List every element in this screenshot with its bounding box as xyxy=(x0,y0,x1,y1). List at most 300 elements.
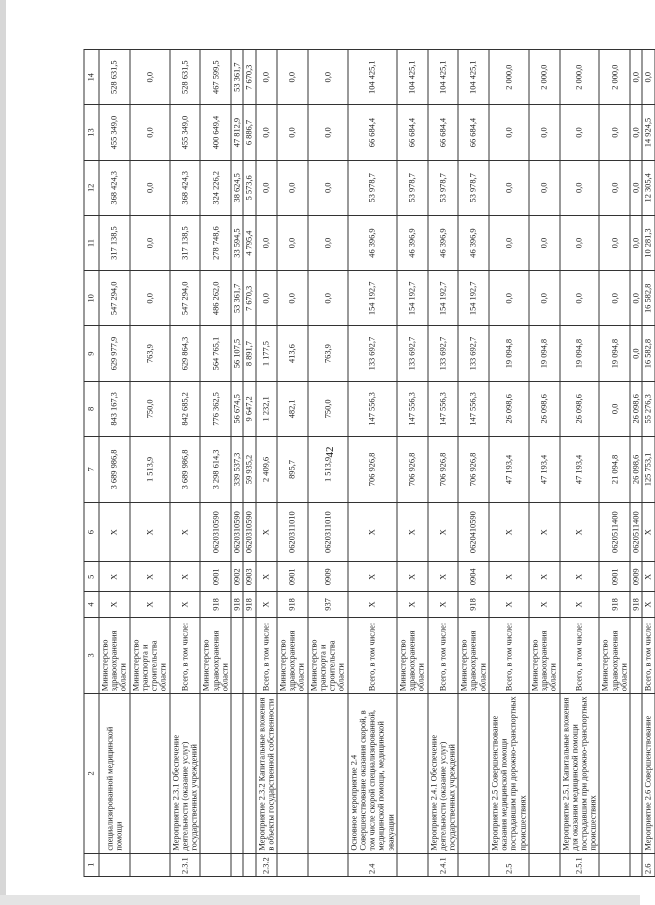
executor: Всего, в том числе: xyxy=(170,617,201,694)
section-code: 0901 xyxy=(277,562,308,592)
year-2018-value: 368 424,3 xyxy=(99,160,130,215)
item-number: 2.3.2 xyxy=(256,853,277,876)
column-number: 13 xyxy=(84,105,99,160)
total-value: 47 193,4 xyxy=(489,437,529,503)
measure-name: Мероприятие 2.3.2 Капитальные вложения в объекты государственной собственности xyxy=(256,694,277,853)
column-number: 3 xyxy=(84,617,99,694)
executor: Министерство здравоохранения области xyxy=(99,617,130,694)
measure-name xyxy=(630,694,642,853)
column-number: 6 xyxy=(84,502,99,562)
year-2018-value: 0,0 xyxy=(277,160,308,215)
ministry-code: Х xyxy=(642,592,654,618)
target-article-code: 0620311010 xyxy=(277,502,308,562)
year-2016-value: 154 192,7 xyxy=(397,271,428,326)
year-2014-value: 750,0 xyxy=(308,381,348,436)
year-2020-value: 0,0 xyxy=(308,50,348,105)
section-code: Х xyxy=(256,562,277,592)
table-row xyxy=(231,50,243,877)
year-2020-value: 2 000,0 xyxy=(489,50,529,105)
year-2020-value: 528 631,5 xyxy=(99,50,130,105)
year-2020-value: 0,0 xyxy=(630,50,642,105)
total-value: 339 537,3 xyxy=(231,437,243,503)
year-2017-value: 46 396,9 xyxy=(397,215,428,270)
year-2020-value: 104 425,1 xyxy=(428,50,459,105)
year-2016-value: 0,0 xyxy=(308,271,348,326)
year-2014-value: 482,1 xyxy=(277,381,308,436)
measure-name xyxy=(231,694,243,853)
year-2019-value: 455 349,0 xyxy=(170,105,201,160)
total-value: 706 926,8 xyxy=(397,437,428,503)
executor xyxy=(630,617,642,694)
ministry-code: 918 xyxy=(599,592,630,618)
target-article-code: 0620311010 xyxy=(308,502,348,562)
item-number xyxy=(308,853,348,876)
table-row xyxy=(99,50,130,877)
year-2016-value: 547 294,0 xyxy=(170,271,201,326)
target-article-code: 0620410590 xyxy=(458,502,489,562)
measure-name xyxy=(243,694,255,853)
year-2016-value: 0,0 xyxy=(599,271,630,326)
year-2020-value: 104 425,1 xyxy=(397,50,428,105)
year-2019-value: 0,0 xyxy=(489,105,529,160)
section-code: Х xyxy=(428,562,459,592)
target-article-code: Х xyxy=(348,502,397,562)
year-2014-value: 1 232,1 xyxy=(256,381,277,436)
year-2015-value: 133 692,7 xyxy=(397,326,428,381)
measure-name: Основное мероприятие 2.4 Совершенствование оказания скорой, в том числе скорой специализированной, медицинской помощи, медицинской эвакуации xyxy=(348,694,397,853)
ministry-code: Х xyxy=(529,592,560,618)
target-article-code: 0620310590 xyxy=(231,502,243,562)
section-code: Х xyxy=(170,562,201,592)
year-2017-value: 317 138,5 xyxy=(99,215,130,270)
ministry-code: 918 xyxy=(243,592,255,618)
ministry-code: Х xyxy=(428,592,459,618)
year-2018-value: 5 573,6 xyxy=(243,160,255,215)
section-code: 0909 xyxy=(308,562,348,592)
section-code: Х xyxy=(529,562,560,592)
total-value: 47 193,4 xyxy=(560,437,600,503)
measure-name xyxy=(277,694,308,853)
table-row xyxy=(428,50,459,877)
year-2020-value: 467 599,5 xyxy=(200,50,231,105)
total-value: 706 926,8 xyxy=(458,437,489,503)
item-number: 2.6 xyxy=(642,853,654,876)
year-2014-value: 55 276,3 xyxy=(642,381,654,436)
year-2020-value: 0,0 xyxy=(130,50,170,105)
budget-table xyxy=(84,49,655,877)
section-code: 0909 xyxy=(630,562,642,592)
item-number xyxy=(458,853,489,876)
year-2016-value: 53 361,7 xyxy=(231,271,243,326)
measure-name xyxy=(458,694,489,853)
section-code: Х xyxy=(348,562,397,592)
year-2015-value: 19 094,8 xyxy=(560,326,600,381)
total-value: 1 513,9 xyxy=(130,437,170,503)
table-row xyxy=(529,50,560,877)
year-2019-value: 66 684,4 xyxy=(458,105,489,160)
year-2020-value: 0,0 xyxy=(256,50,277,105)
year-2017-value: 0,0 xyxy=(256,215,277,270)
ministry-code: 918 xyxy=(458,592,489,618)
section-code: Х xyxy=(642,562,654,592)
item-number xyxy=(599,853,630,876)
executor: Министерство здравоохранения области xyxy=(529,617,560,694)
year-2017-value: 317 138,5 xyxy=(170,215,201,270)
item-number xyxy=(277,853,308,876)
executor: Министерство здравоохранения области xyxy=(599,617,630,694)
item-number xyxy=(99,853,130,876)
item-number xyxy=(630,853,642,876)
executor: Министерство здравоохранения области xyxy=(458,617,489,694)
year-2016-value: 486 262,0 xyxy=(200,271,231,326)
measure-name xyxy=(599,694,630,853)
year-2017-value: 0,0 xyxy=(277,215,308,270)
target-article-code: Х xyxy=(642,502,654,562)
table-row xyxy=(308,50,348,877)
table-row xyxy=(489,50,529,877)
year-2015-value: 56 107,5 xyxy=(231,326,243,381)
target-article-code: Х xyxy=(560,502,600,562)
year-2014-value: 147 556,3 xyxy=(428,381,459,436)
year-2014-value: 26 098,6 xyxy=(560,381,600,436)
year-2017-value: 0,0 xyxy=(560,215,600,270)
year-2014-value: 56 674,5 xyxy=(231,381,243,436)
target-article-code: Х xyxy=(99,502,130,562)
total-value: 3 298 614,3 xyxy=(200,437,231,503)
column-number: 7 xyxy=(84,437,99,503)
year-2018-value: 12 305,4 xyxy=(642,160,654,215)
year-2019-value: 0,0 xyxy=(130,105,170,160)
year-2019-value: 0,0 xyxy=(630,105,642,160)
column-number: 8 xyxy=(84,381,99,436)
item-number xyxy=(231,853,243,876)
ministry-code: Х xyxy=(170,592,201,618)
year-2017-value: 46 396,9 xyxy=(428,215,459,270)
year-2017-value: 278 748,6 xyxy=(200,215,231,270)
year-2015-value: 413,6 xyxy=(277,326,308,381)
year-2015-value: 763,9 xyxy=(130,326,170,381)
executor: Всего, в том числе: xyxy=(428,617,459,694)
target-article-code: Х xyxy=(397,502,428,562)
year-2017-value: 4 795,4 xyxy=(243,215,255,270)
total-value: 706 926,8 xyxy=(348,437,397,503)
item-number: 2.4 xyxy=(348,853,397,876)
year-2017-value: 0,0 xyxy=(599,215,630,270)
section-code: Х xyxy=(489,562,529,592)
year-2020-value: 2 000,0 xyxy=(599,50,630,105)
year-2018-value: 0,0 xyxy=(599,160,630,215)
section-code: 0901 xyxy=(200,562,231,592)
measure-name xyxy=(529,694,560,853)
year-2016-value: 547 294,0 xyxy=(99,271,130,326)
ministry-code: Х xyxy=(348,592,397,618)
measure-name xyxy=(308,694,348,853)
year-2017-value: 46 396,9 xyxy=(348,215,397,270)
item-number: 2.4.1 xyxy=(428,853,459,876)
ministry-code: Х xyxy=(99,592,130,618)
year-2018-value: 53 978,7 xyxy=(397,160,428,215)
year-2019-value: 6 886,7 xyxy=(243,105,255,160)
total-value: 47 193,4 xyxy=(529,437,560,503)
ministry-code: Х xyxy=(130,592,170,618)
year-2016-value: 0,0 xyxy=(529,271,560,326)
year-2018-value: 0,0 xyxy=(529,160,560,215)
section-code: 0904 xyxy=(458,562,489,592)
item-number xyxy=(130,853,170,876)
year-2016-value: 16 582,8 xyxy=(642,271,654,326)
year-2020-value: 0,0 xyxy=(277,50,308,105)
year-2015-value: 564 765,1 xyxy=(200,326,231,381)
year-2015-value: 19 094,8 xyxy=(489,326,529,381)
year-2014-value: 26 098,6 xyxy=(489,381,529,436)
column-number-row xyxy=(84,50,99,877)
measure-name xyxy=(130,694,170,853)
year-2020-value: 104 425,1 xyxy=(458,50,489,105)
target-article-code: 0620511400 xyxy=(630,502,642,562)
year-2019-value: 0,0 xyxy=(277,105,308,160)
target-article-code: Х xyxy=(130,502,170,562)
column-number: 14 xyxy=(84,50,99,105)
year-2014-value: 26 098,6 xyxy=(630,381,642,436)
table-row xyxy=(642,50,654,877)
year-2018-value: 0,0 xyxy=(256,160,277,215)
total-value: 26 098,6 xyxy=(630,437,642,503)
year-2019-value: 14 924,5 xyxy=(642,105,654,160)
year-2014-value: 147 556,3 xyxy=(348,381,397,436)
year-2016-value: 0,0 xyxy=(560,271,600,326)
target-article-code: Х xyxy=(489,502,529,562)
ministry-code: 918 xyxy=(630,592,642,618)
year-2018-value: 0,0 xyxy=(560,160,600,215)
item-number xyxy=(200,853,231,876)
item-number: 2.5.1 xyxy=(560,853,600,876)
year-2020-value: 53 361,7 xyxy=(231,50,243,105)
executor: Всего, в том числе: xyxy=(489,617,529,694)
year-2015-value: 19 094,8 xyxy=(599,326,630,381)
year-2018-value: 0,0 xyxy=(630,160,642,215)
year-2016-value: 0,0 xyxy=(277,271,308,326)
year-2017-value: 0,0 xyxy=(630,215,642,270)
year-2017-value: 33 594,5 xyxy=(231,215,243,270)
executor: Всего, в том числе: xyxy=(642,617,654,694)
year-2014-value: 842 685,2 xyxy=(170,381,201,436)
year-2016-value: 0,0 xyxy=(489,271,529,326)
measure-name xyxy=(397,694,428,853)
ministry-code: 918 xyxy=(200,592,231,618)
executor: Всего, в том числе: xyxy=(256,617,277,694)
total-value: 59 935,2 xyxy=(243,437,255,503)
year-2019-value: 0,0 xyxy=(529,105,560,160)
year-2019-value: 0,0 xyxy=(560,105,600,160)
total-value: 21 094,8 xyxy=(599,437,630,503)
section-code: Х xyxy=(560,562,600,592)
executor: Министерство транспорта и строительства области xyxy=(308,617,348,694)
column-number: 1 xyxy=(84,853,99,876)
year-2014-value: 0,0 xyxy=(599,381,630,436)
measure-name: Мероприятие 2.5 Совершенствование оказания медицинской помощи пострадавшим при дорожно-транспортных происшествиях xyxy=(489,694,529,853)
ministry-code: Х xyxy=(489,592,529,618)
year-2020-value: 2 000,0 xyxy=(529,50,560,105)
executor: Всего, в том числе: xyxy=(348,617,397,694)
year-2015-value: 133 692,7 xyxy=(348,326,397,381)
year-2019-value: 400 649,4 xyxy=(200,105,231,160)
section-code: 0901 xyxy=(599,562,630,592)
table-row xyxy=(256,50,277,877)
total-value: 706 926,8 xyxy=(428,437,459,503)
table-row xyxy=(458,50,489,877)
year-2017-value: 10 281,3 xyxy=(642,215,654,270)
total-value: 125 753,1 xyxy=(642,437,654,503)
section-code: Х xyxy=(130,562,170,592)
total-value: 3 689 986,8 xyxy=(99,437,130,503)
year-2014-value: 776 362,5 xyxy=(200,381,231,436)
year-2019-value: 47 812,9 xyxy=(231,105,243,160)
column-number: 4 xyxy=(84,592,99,618)
executor: Министерство здравоохранения области xyxy=(277,617,308,694)
scan-edge-left xyxy=(0,0,6,905)
ministry-code: 937 xyxy=(308,592,348,618)
year-2015-value: 133 692,7 xyxy=(458,326,489,381)
year-2019-value: 66 684,4 xyxy=(397,105,428,160)
measure-name: Мероприятие 2.5.1 Капитальные вложения для оказания медицинской помощи пострадавшим при дорожно-транспортных происшествиях xyxy=(560,694,600,853)
year-2017-value: 0,0 xyxy=(529,215,560,270)
table-row xyxy=(397,50,428,877)
year-2014-value: 9 647,2 xyxy=(243,381,255,436)
year-2017-value: 0,0 xyxy=(308,215,348,270)
table-row xyxy=(130,50,170,877)
ministry-code: 918 xyxy=(231,592,243,618)
total-value: 1 513,9 xyxy=(308,437,348,503)
ministry-code: 918 xyxy=(277,592,308,618)
year-2014-value: 843 167,3 xyxy=(99,381,130,436)
table-row xyxy=(630,50,642,877)
year-2015-value: 19 094,8 xyxy=(529,326,560,381)
year-2018-value: 324 226,2 xyxy=(200,160,231,215)
year-2018-value: 0,0 xyxy=(308,160,348,215)
budget-table-wrapper xyxy=(84,49,653,877)
year-2016-value: 154 192,7 xyxy=(458,271,489,326)
table-row xyxy=(243,50,255,877)
year-2015-value: 8 891,7 xyxy=(243,326,255,381)
year-2020-value: 2 000,0 xyxy=(560,50,600,105)
target-article-code: Х xyxy=(529,502,560,562)
column-number: 10 xyxy=(84,271,99,326)
target-article-code: Х xyxy=(428,502,459,562)
year-2016-value: 0,0 xyxy=(256,271,277,326)
year-2020-value: 104 425,1 xyxy=(348,50,397,105)
measure-name: Мероприятие 2.6 Совершенствование xyxy=(642,694,654,853)
year-2015-value: 0,0 xyxy=(630,326,642,381)
year-2020-value: 7 670,3 xyxy=(243,50,255,105)
scan-edge-bottom xyxy=(0,895,640,905)
total-value: 3 689 986,8 xyxy=(170,437,201,503)
item-number: 2.3.1 xyxy=(170,853,201,876)
executor: Всего, в том числе: xyxy=(560,617,600,694)
table-body xyxy=(84,50,655,877)
table-row xyxy=(170,50,201,877)
year-2016-value: 7 670,3 xyxy=(243,271,255,326)
year-2014-value: 750,0 xyxy=(130,381,170,436)
target-article-code: 0620310590 xyxy=(243,502,255,562)
ministry-code: Х xyxy=(397,592,428,618)
section-code: 0902 xyxy=(231,562,243,592)
year-2015-value: 1 177,5 xyxy=(256,326,277,381)
measure-name xyxy=(200,694,231,853)
section-code: Х xyxy=(397,562,428,592)
year-2014-value: 147 556,3 xyxy=(397,381,428,436)
year-2015-value: 629 977,9 xyxy=(99,326,130,381)
year-2016-value: 0,0 xyxy=(130,271,170,326)
year-2016-value: 154 192,7 xyxy=(348,271,397,326)
year-2015-value: 763,9 xyxy=(308,326,348,381)
year-2016-value: 154 192,7 xyxy=(428,271,459,326)
year-2018-value: 368 424,3 xyxy=(170,160,201,215)
year-2017-value: 0,0 xyxy=(489,215,529,270)
year-2015-value: 629 864,3 xyxy=(170,326,201,381)
year-2018-value: 38 624,5 xyxy=(231,160,243,215)
year-2018-value: 53 978,7 xyxy=(348,160,397,215)
year-2014-value: 147 556,3 xyxy=(458,381,489,436)
table-row xyxy=(348,50,397,877)
executor: Министерство транспорта и строительства области xyxy=(130,617,170,694)
year-2019-value: 66 684,4 xyxy=(348,105,397,160)
year-2019-value: 0,0 xyxy=(256,105,277,160)
year-2018-value: 0,0 xyxy=(130,160,170,215)
table-row xyxy=(560,50,600,877)
year-2018-value: 0,0 xyxy=(489,160,529,215)
table-row xyxy=(200,50,231,877)
year-2019-value: 0,0 xyxy=(599,105,630,160)
year-2014-value: 26 098,6 xyxy=(529,381,560,436)
year-2019-value: 0,0 xyxy=(308,105,348,160)
year-2018-value: 53 978,7 xyxy=(458,160,489,215)
ministry-code: Х xyxy=(560,592,600,618)
target-article-code: 0620310590 xyxy=(200,502,231,562)
year-2017-value: 0,0 xyxy=(130,215,170,270)
year-2015-value: 133 692,7 xyxy=(428,326,459,381)
year-2019-value: 455 349,0 xyxy=(99,105,130,160)
ministry-code: Х xyxy=(256,592,277,618)
year-2020-value: 0,0 xyxy=(642,50,654,105)
target-article-code: Х xyxy=(170,502,201,562)
year-2015-value: 16 582,8 xyxy=(642,326,654,381)
executor: Министерство здравоохранения области xyxy=(200,617,231,694)
page-number: 42 xyxy=(324,446,336,458)
executor xyxy=(243,617,255,694)
section-code: Х xyxy=(99,562,130,592)
year-2020-value: 528 631,5 xyxy=(170,50,201,105)
column-number: 12 xyxy=(84,160,99,215)
target-article-code: 0620511400 xyxy=(599,502,630,562)
year-2018-value: 53 978,7 xyxy=(428,160,459,215)
section-code: 0903 xyxy=(243,562,255,592)
item-number xyxy=(529,853,560,876)
column-number: 5 xyxy=(84,562,99,592)
total-value: 895,7 xyxy=(277,437,308,503)
year-2017-value: 46 396,9 xyxy=(458,215,489,270)
item-number xyxy=(397,853,428,876)
measure-name: Мероприятие 2.3.1 Обеспечение деятельности (оказание услуг) государственных учреждений xyxy=(170,694,201,853)
executor: Министерство здравоохранения области xyxy=(397,617,428,694)
column-number: 2 xyxy=(84,694,99,853)
column-number: 9 xyxy=(84,326,99,381)
year-2019-value: 66 684,4 xyxy=(428,105,459,160)
year-2016-value: 0,0 xyxy=(630,271,642,326)
table-row xyxy=(277,50,308,877)
item-number xyxy=(243,853,255,876)
measure-name: Мероприятие 2.4.1 Обеспечение деятельности (оказание услуг) государственных учреждений xyxy=(428,694,459,853)
column-number: 11 xyxy=(84,215,99,270)
